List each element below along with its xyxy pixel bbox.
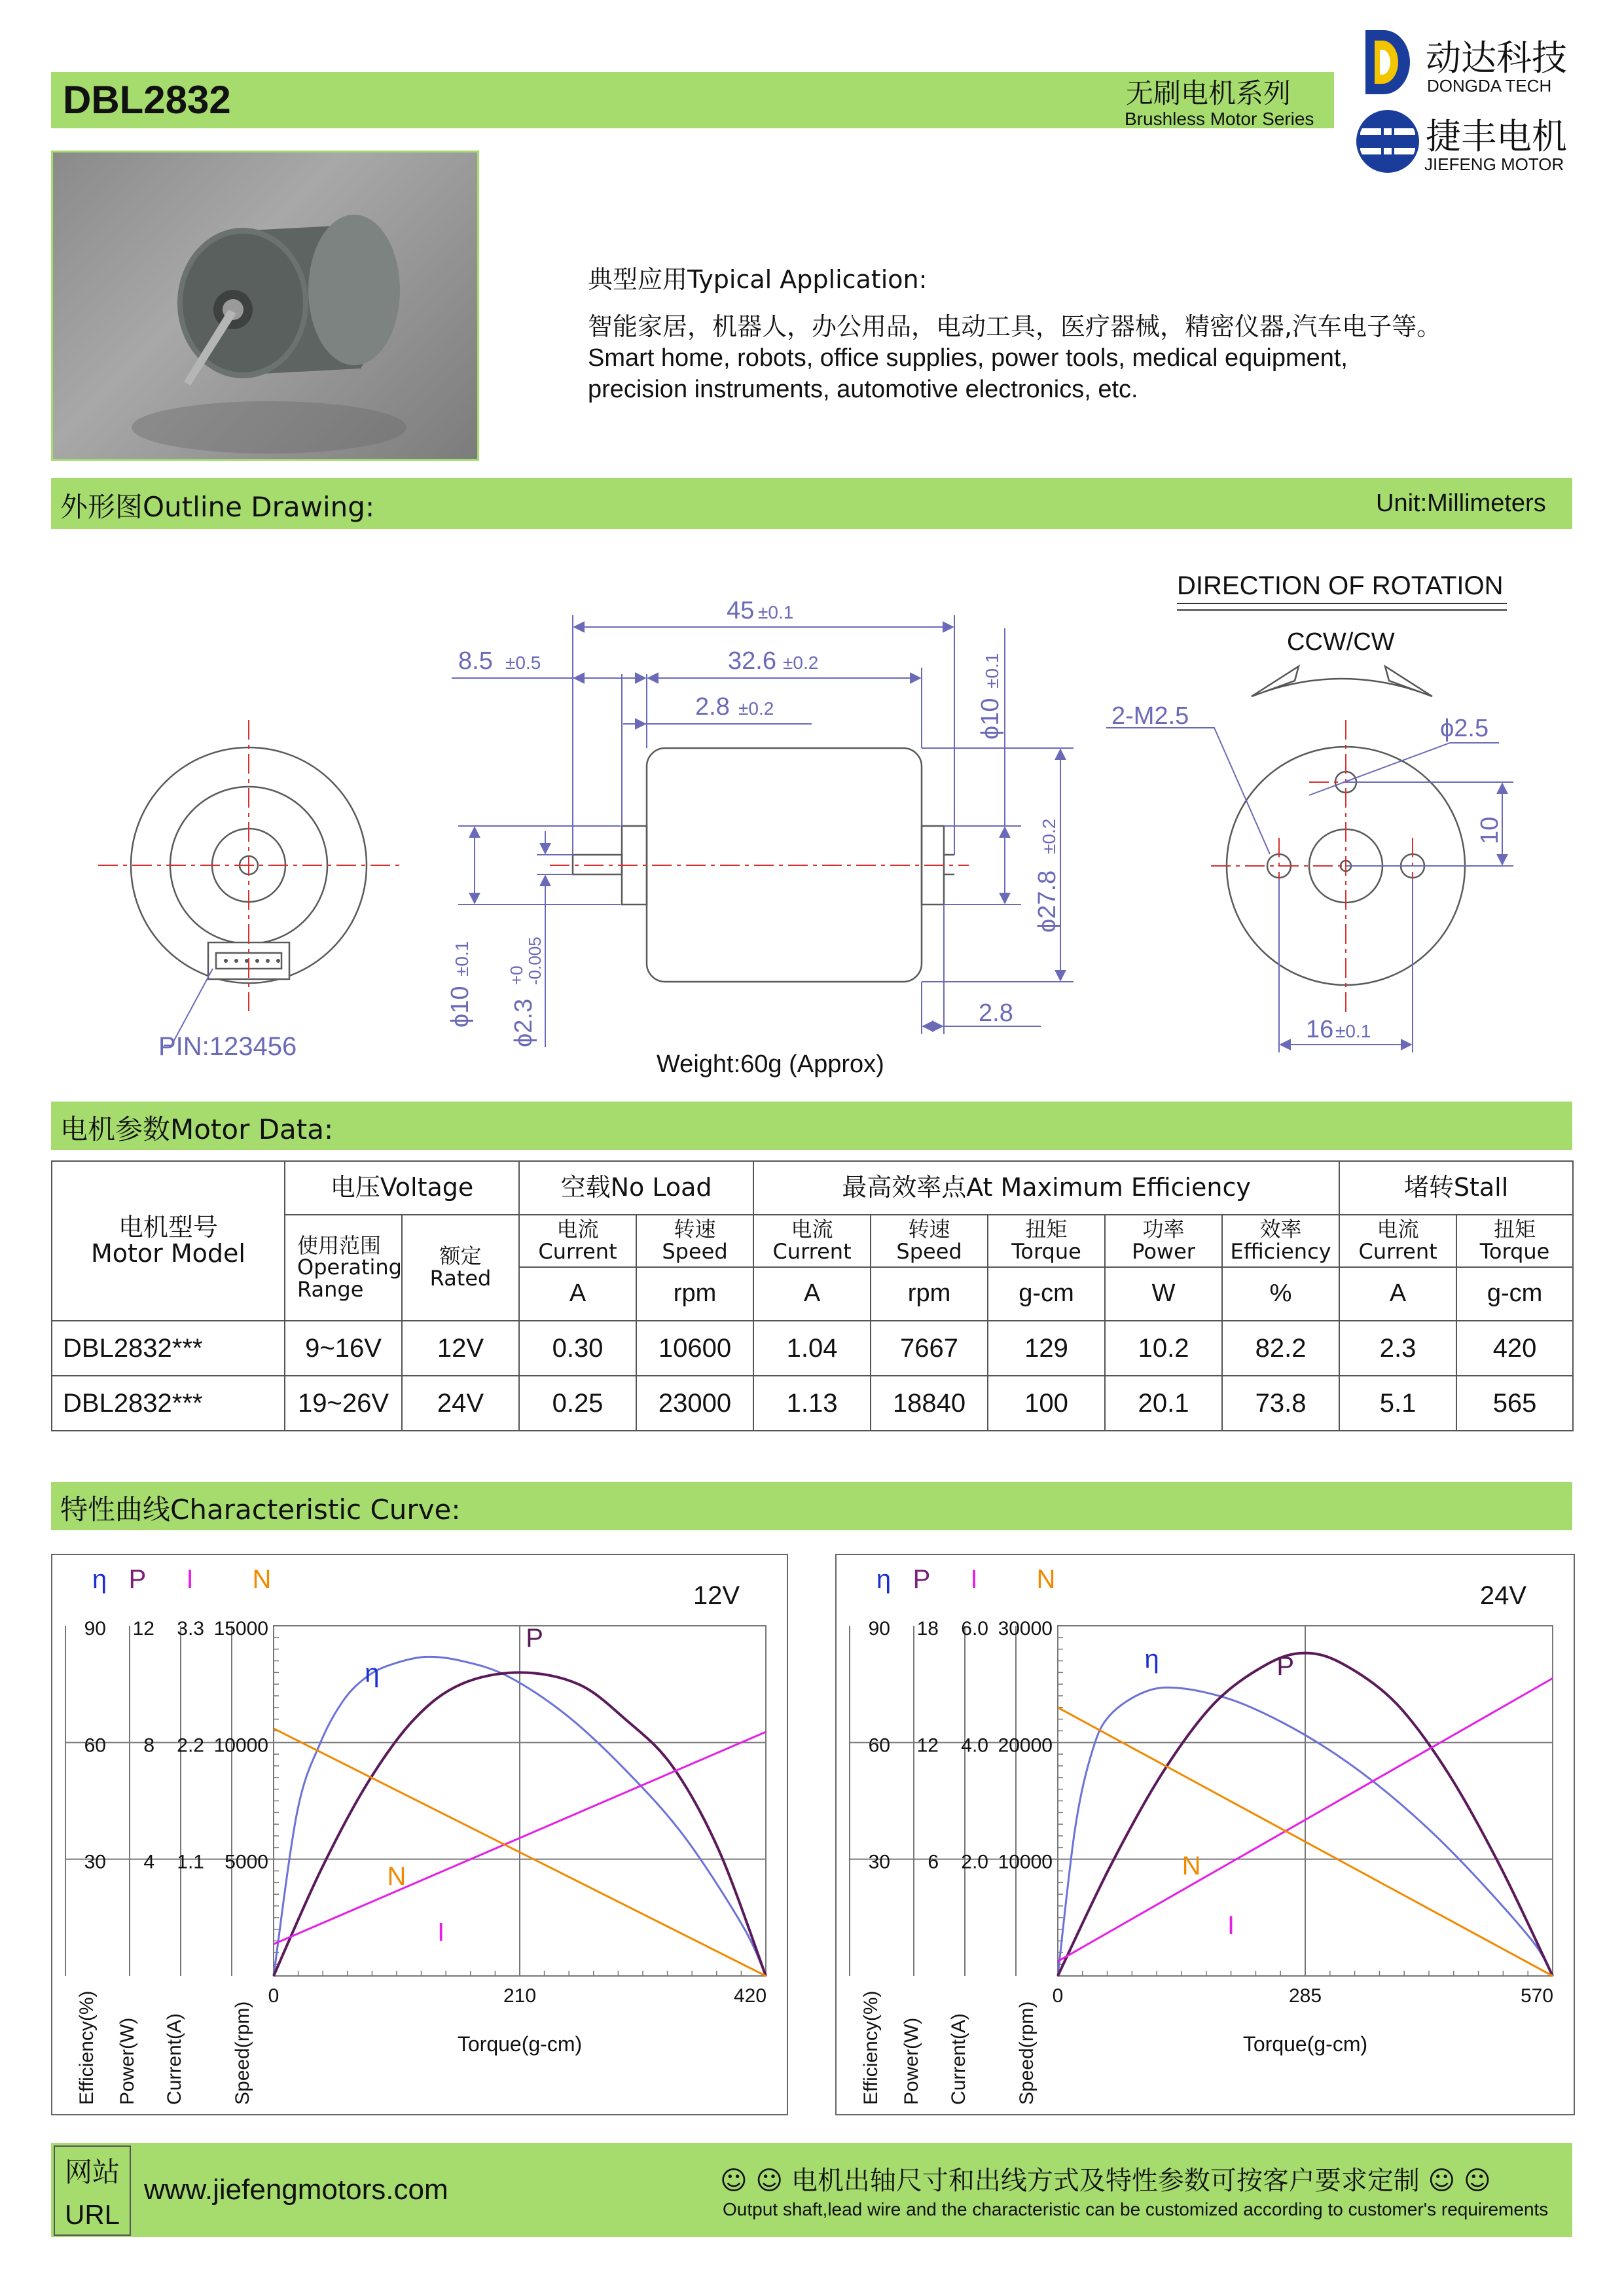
- tick-label: 90: [84, 1618, 106, 1640]
- dim-shaft: 8.5: [458, 647, 493, 675]
- header-maxeff: 最高效率点At Maximum Efficiency: [753, 1161, 1339, 1215]
- series-label: η: [365, 1659, 380, 1688]
- axis-label-group: [76, 1991, 98, 2106]
- motor-photo: [51, 151, 479, 461]
- sub-header: 电流 Current: [519, 1215, 636, 1267]
- tick-label: 6: [928, 1851, 939, 1873]
- axis-label: Current(A): [164, 2013, 185, 2105]
- dim-hole: ϕ2.5: [1440, 715, 1489, 742]
- custom-note-en: Output shaft,lead wire and the characteristic can be customized according to customer's requirements: [723, 2199, 1549, 2219]
- axis-label-group: [860, 1991, 882, 2106]
- unit-cell: g-cm: [1456, 1267, 1573, 1321]
- unit-cell: rpm: [636, 1267, 753, 1321]
- custom-note-cn: ☺ ☺ 电机出轴尺寸和出线方式及特性参数可按客户要求定制 ☺ ☺: [720, 2166, 1491, 2196]
- rotation-value: CCW/CW: [1287, 628, 1395, 656]
- unit-cell: rpm: [871, 1267, 988, 1321]
- weight-label: Weight:60g (Approx): [657, 1050, 884, 1078]
- tick-label: 8: [143, 1734, 154, 1757]
- website-url[interactable]: www.jiefengmotors.com: [144, 2174, 448, 2206]
- tick-label: 6.0: [961, 1618, 988, 1640]
- dim-body-diameter: ϕ27.8: [1034, 870, 1061, 933]
- tick-label: 10000: [213, 1734, 268, 1757]
- dim-total: 45: [727, 597, 755, 624]
- application-en-line2: precision instruments, automotive electronics, etc.: [588, 376, 1138, 403]
- unit-cell: A: [519, 1267, 636, 1321]
- x-tick-label: 0: [268, 1985, 280, 2007]
- table-row: DBL2832*** 19~26V 24V 0.25 23000 1.13 18840 100 20.1 73.8 5.1 565: [52, 1376, 1573, 1431]
- axis-symbol: η: [92, 1565, 107, 1594]
- tick-label: 2.0: [961, 1851, 988, 1873]
- axis-label-group: [164, 2013, 185, 2105]
- series-title-cn: 无刷电机系列: [1126, 77, 1291, 109]
- dim-screw-pitch: 16: [1306, 1016, 1334, 1043]
- sub-header: 扭矩 Torque: [988, 1215, 1105, 1267]
- url-label-cn: 网站: [64, 2156, 120, 2188]
- axis-symbol: I: [186, 1565, 194, 1594]
- axis-label-group: [1016, 2001, 1038, 2105]
- dim-rear-diameter-tol: ±0.1: [982, 653, 1002, 689]
- tick-label: 60: [868, 1734, 890, 1757]
- tick-label: 30: [84, 1851, 106, 1873]
- dim-front-diameter: ϕ10: [446, 986, 474, 1028]
- dim-boss-tol: ±0.2: [738, 698, 774, 719]
- series-label: N: [1182, 1851, 1201, 1880]
- sub-header: 电流 Current: [1339, 1215, 1456, 1267]
- axis-label-group: [901, 2018, 922, 2105]
- tick-label: 3.3: [177, 1618, 204, 1640]
- chart-12v: [51, 1554, 788, 2115]
- rotation-title: DIRECTION OF ROTATION: [1177, 571, 1504, 600]
- dim-rear-length: 2.8: [979, 999, 1013, 1027]
- motor-data-title: 电机参数Motor Data:: [60, 1113, 334, 1145]
- x-tick-label: 420: [733, 1985, 767, 2007]
- header-stall: 堵转Stall: [1339, 1161, 1573, 1215]
- axis-label-group: [117, 2018, 138, 2105]
- tick-label: 10000: [998, 1851, 1053, 1873]
- x-tick-label: 210: [503, 1985, 537, 2007]
- series-label: P: [526, 1624, 543, 1653]
- axis-label: Efficiency(%): [860, 1990, 882, 2105]
- dim-rear-diameter: ϕ10: [977, 698, 1004, 740]
- rotation-left-arrow-icon: [1252, 666, 1299, 696]
- header-noload: 空载No Load: [519, 1161, 753, 1215]
- sub-header: 转速 Speed: [636, 1215, 753, 1267]
- axis-label-group: [232, 2001, 253, 2105]
- axis-symbol: I: [970, 1565, 978, 1594]
- dim-shaft-tol-down: -0.005: [525, 937, 545, 985]
- series-label: η: [1144, 1645, 1159, 1674]
- axis-label: Efficiency(%): [76, 1990, 98, 2105]
- axis-label: Speed(rpm): [232, 2001, 253, 2105]
- application-cn: 智能家居，机器人，办公用品，电动工具，医疗器械，精密仪器,汽车电子等。: [588, 312, 1442, 341]
- series-label: N: [387, 1861, 406, 1891]
- unit-cell: %: [1222, 1267, 1339, 1321]
- series-label: I: [1227, 1910, 1235, 1940]
- chart-title: 12V: [693, 1581, 740, 1610]
- x-axis-label: Torque(g-cm): [1242, 2032, 1368, 2056]
- unit-cell: g-cm: [988, 1267, 1105, 1321]
- url-label-box: [54, 2145, 131, 2236]
- unit-label: Unit:Millimeters: [1376, 490, 1546, 517]
- axis-label: Current(A): [948, 2013, 969, 2105]
- x-tick-label: 0: [1052, 1985, 1064, 2007]
- axis-label-group: [948, 2013, 969, 2105]
- rotation-right-arrow-icon: [1385, 666, 1432, 696]
- unit-cell: W: [1105, 1267, 1222, 1321]
- application-title: 典型应用Typical Application:: [588, 265, 928, 294]
- dongda-name-cn: 动达科技: [1426, 37, 1567, 79]
- pin-label: PIN:123456: [158, 1032, 297, 1061]
- axis-symbol: P: [128, 1565, 147, 1594]
- sub-header: 扭矩 Torque: [1456, 1215, 1573, 1267]
- tick-label: 18: [916, 1618, 939, 1640]
- x-axis-label: Torque(g-cm): [457, 2032, 583, 2056]
- tick-label: 4.0: [961, 1734, 988, 1757]
- dim-front-diameter-tol: ±0.1: [452, 941, 472, 977]
- tick-label: 20000: [998, 1734, 1053, 1757]
- outline-drawing: [0, 537, 1624, 1100]
- axis-symbol: P: [912, 1565, 931, 1594]
- curve-title: 特性曲线Characteristic Curve:: [60, 1494, 461, 1526]
- header-model: 电机型号 Motor Model: [52, 1161, 285, 1321]
- dim-body-diameter-tol: ±0.2: [1039, 818, 1059, 854]
- tick-label: 4: [143, 1851, 154, 1873]
- axis-symbol: η: [876, 1565, 892, 1594]
- jiefeng-name-cn: 捷丰电机: [1426, 116, 1567, 157]
- chart-24v: [835, 1554, 1575, 2115]
- series-label: P: [1276, 1651, 1295, 1681]
- dim-boss: 2.8: [695, 693, 730, 721]
- chart-title: 24V: [1479, 1581, 1526, 1610]
- model-title: DBL2832: [63, 78, 231, 122]
- sub-header: 功率 Power: [1105, 1215, 1222, 1267]
- header-rated: 额定 Rated: [402, 1215, 519, 1321]
- dim-body: 32.6: [728, 647, 776, 675]
- tick-label: 60: [84, 1734, 106, 1757]
- dim-screw: 2-M2.5: [1111, 702, 1189, 730]
- dim-body-tol: ±0.2: [783, 653, 819, 673]
- jiefeng-logo-icon: [1355, 109, 1420, 174]
- sub-header: 电流 Current: [753, 1215, 871, 1267]
- table-row: DBL2832*** 9~16V 12V 0.30 10600 1.04 7667 129 10.2 82.2 2.3 420: [52, 1321, 1573, 1376]
- sub-header: 效率 Efficiency: [1222, 1215, 1339, 1267]
- dim-total-tol: ±0.1: [758, 602, 794, 622]
- axis-symbol: N: [252, 1565, 272, 1594]
- tick-label: 12: [132, 1618, 154, 1640]
- axis-label: Power(W): [117, 2017, 138, 2105]
- tick-label: 2.2: [177, 1734, 204, 1757]
- unit-cell: A: [1339, 1267, 1456, 1321]
- dim-shaft-tol-up: +0: [507, 965, 526, 985]
- axis-label: Speed(rpm): [1016, 2001, 1038, 2105]
- tick-label: 12: [916, 1734, 939, 1757]
- unit-cell: A: [753, 1267, 871, 1321]
- dim-shaft-diameter: ϕ2.3: [510, 998, 537, 1047]
- x-tick-label: 570: [1520, 1985, 1554, 2007]
- dim-screw-pitch-tol: ±0.1: [1335, 1021, 1371, 1041]
- tick-label: 5000: [225, 1851, 268, 1873]
- x-tick-label: 285: [1288, 1985, 1322, 2007]
- axis-label: Power(W): [901, 2017, 922, 2105]
- dim-shaft-tol: ±0.5: [505, 653, 541, 673]
- url-label-en: URL: [64, 2199, 120, 2230]
- jiefeng-name-en: JIEFENG MOTOR: [1424, 154, 1564, 174]
- dongda-logo-icon: [1362, 26, 1414, 98]
- series-label: I: [437, 1918, 445, 1947]
- dim-hole-offset: 10: [1476, 816, 1504, 844]
- header-voltage: 电压Voltage: [285, 1161, 519, 1215]
- dongda-name-en: DONGDA TECH: [1427, 76, 1552, 96]
- motor-data-table: [51, 1160, 1574, 1431]
- tick-label: 30000: [998, 1618, 1053, 1640]
- series-title-en: Brushless Motor Series: [1125, 109, 1314, 129]
- tick-label: 1.1: [177, 1851, 204, 1873]
- outline-title: 外形图Outline Drawing:: [60, 491, 375, 523]
- axis-symbol: N: [1036, 1565, 1056, 1594]
- header-range: 使用范围 Operating Range: [285, 1215, 402, 1321]
- tick-label: 15000: [213, 1618, 268, 1640]
- tick-label: 90: [868, 1618, 890, 1640]
- sub-header: 转速 Speed: [871, 1215, 988, 1267]
- tick-label: 30: [868, 1851, 890, 1873]
- application-en-line1: Smart home, robots, office supplies, power tools, medical equipment,: [588, 344, 1348, 372]
